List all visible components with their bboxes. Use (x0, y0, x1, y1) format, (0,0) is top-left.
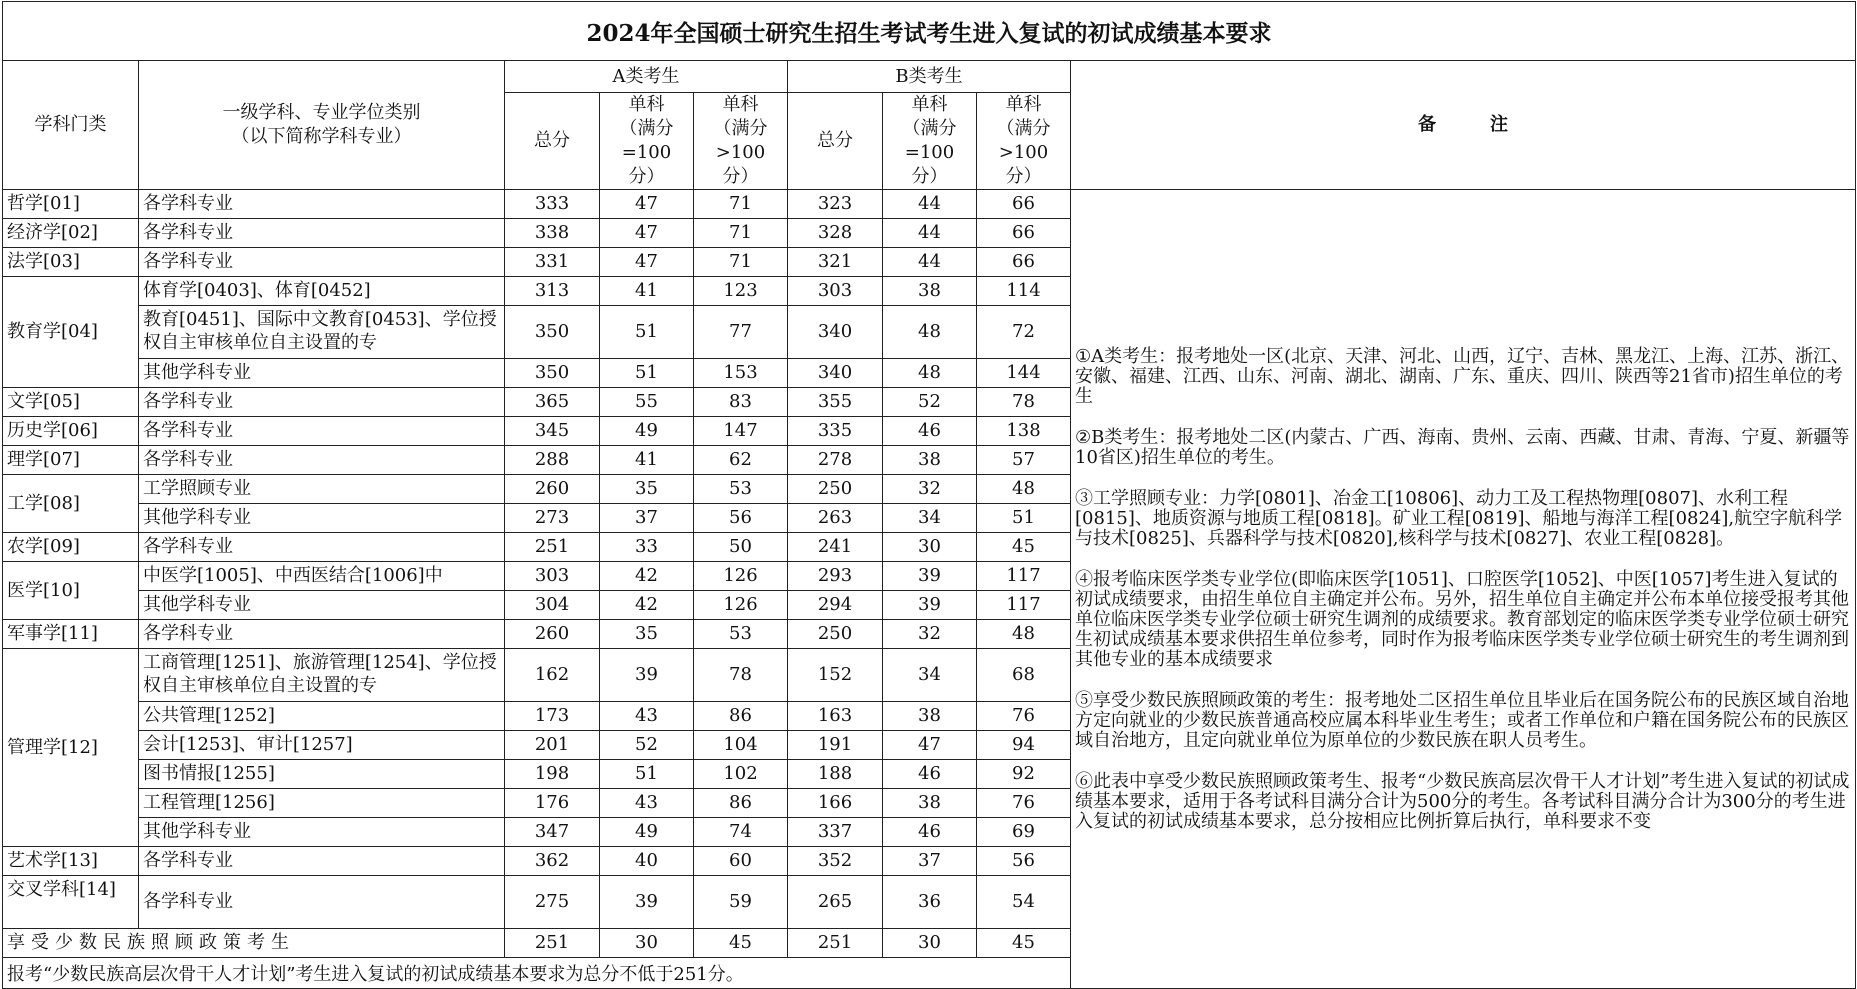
category-cell: 文学[05] (3, 388, 139, 417)
a-total-cell: 345 (505, 417, 600, 446)
a-total-cell: 273 (505, 504, 600, 533)
a-single-100-cell: 47 (600, 219, 694, 248)
a-single-100-cell: 41 (600, 277, 694, 306)
category-cell: 历史学[06] (3, 417, 139, 446)
b-single-100-cell: 47 (883, 731, 977, 760)
b-single-gt100-cell: 66 (977, 219, 1071, 248)
b-single-gt100-cell: 51 (977, 504, 1071, 533)
a-single-100-cell: 52 (600, 731, 694, 760)
b-total-cell: 263 (788, 504, 883, 533)
discipline-cell: 各学科专业 (139, 219, 505, 248)
b-single-gt100-cell: 66 (977, 248, 1071, 277)
note-3: ③工学照顾专业：力学[0801]、冶金工[10806]、动力工及工程热物理[0807]、水利工程[0815]、地质资源与地质工程[0818]。矿业工程[0819]、船地与海洋工程[0824],航空字航科学与技术[0825]、兵器科学与技术[0820],核科学与技术[0827]、农业工程[0828]。 (1075, 487, 1843, 549)
b-total-cell: 323 (788, 190, 883, 219)
b-single-100-cell: 46 (883, 760, 977, 789)
a-single-gt100-cell: 83 (694, 388, 788, 417)
b-total-cell: 163 (788, 702, 883, 731)
discipline-cell: 其他学科专业 (139, 818, 505, 847)
discipline-cell: 各学科专业 (139, 446, 505, 475)
a-single-gt100-cell: 78 (694, 649, 788, 702)
a-single-gt100-cell: 104 (694, 731, 788, 760)
b-single-100-cell: 48 (883, 306, 977, 359)
note-5: ⑤享受少数民族照顾政策的考生：报考地处二区招生单位且毕业后在国务院公布的民族区域自治地方定向就业的少数民族普通高校应属本科毕业生考生；或者工作单位和户籍在国务院公布的民族区域自治地方，且定向就业单位为原单位的少数民族在职人员考生。 (1075, 689, 1849, 751)
b-single-100-cell: 38 (883, 277, 977, 306)
b-single-100-cell: 32 (883, 475, 977, 504)
b-single-gt100-cell: 48 (977, 475, 1071, 504)
a-total-cell: 333 (505, 190, 600, 219)
a-total-cell: 365 (505, 388, 600, 417)
minority-policy-label: 享受少数民族照顾政策考生 (3, 929, 505, 958)
a-single-100-cell: 43 (600, 702, 694, 731)
category-cell: 艺术学[13] (3, 847, 139, 876)
a-single-100-cell: 47 (600, 190, 694, 219)
a-single-gt100-cell: 102 (694, 760, 788, 789)
b-total-cell: 250 (788, 620, 883, 649)
a-single-100-cell: 40 (600, 847, 694, 876)
b-single-gt100-cell: 56 (977, 847, 1071, 876)
a-single-gt100-cell: 77 (694, 306, 788, 359)
note-6: ⑥此表中享受少数民族照顾政策考生、报考“少数民族高层次骨干人才计划”考生进入复试的初试成绩基本要求，适用于各考试科目满分合计为500分的考生。各考试科目满分合计为300分的考生进入复试的初试成绩基本要求，总分按相应比例折算后执行，单科要求不变 (1075, 770, 1850, 832)
header-category: 学科门类 (3, 61, 139, 190)
a-single-100-cell: 51 (600, 306, 694, 359)
b-single-100-cell: 36 (883, 876, 977, 929)
category-cell: 农学[09] (3, 533, 139, 562)
a-total-cell: 313 (505, 277, 600, 306)
a-single-100-cell: 39 (600, 876, 694, 929)
b-total-cell: 321 (788, 248, 883, 277)
a-single-gt100-cell: 123 (694, 277, 788, 306)
b-single-100-cell: 48 (883, 359, 977, 388)
b-single-gt100-cell: 48 (977, 620, 1071, 649)
discipline-cell: 教育[0451]、国际中文教育[0453]、学位授权自主审核单位自主设置的专 (139, 306, 505, 359)
a-total-cell: 338 (505, 219, 600, 248)
a-single-100-cell: 51 (600, 760, 694, 789)
b-single-gt100-cell: 76 (977, 702, 1071, 731)
header-group-b: B类考生 (788, 61, 1071, 93)
b-single-100-cell: 30 (883, 533, 977, 562)
b-single-100-cell: 38 (883, 446, 977, 475)
category-cell: 医学[10] (3, 562, 139, 620)
discipline-cell: 各学科专业 (139, 847, 505, 876)
a-single-gt100-cell: 71 (694, 190, 788, 219)
a-single-gt100-cell: 86 (694, 702, 788, 731)
b-total-cell: 340 (788, 359, 883, 388)
a-total-cell: 304 (505, 591, 600, 620)
category-cell: 理学[07] (3, 446, 139, 475)
discipline-cell: 各学科专业 (139, 533, 505, 562)
b-single-100-cell: 37 (883, 847, 977, 876)
a-single-gt100-cell: 86 (694, 789, 788, 818)
b-single-100-cell: 34 (883, 649, 977, 702)
b-single-gt100-cell: 138 (977, 417, 1071, 446)
a-total-cell: 251 (505, 929, 600, 958)
discipline-cell: 其他学科专业 (139, 359, 505, 388)
b-single-gt100-cell: 117 (977, 562, 1071, 591)
b-single-gt100-cell: 68 (977, 649, 1071, 702)
a-total-cell: 362 (505, 847, 600, 876)
a-single-gt100-cell: 74 (694, 818, 788, 847)
discipline-cell: 其他学科专业 (139, 591, 505, 620)
a-single-100-cell: 42 (600, 562, 694, 591)
a-total-cell: 162 (505, 649, 600, 702)
a-single-gt100-cell: 153 (694, 359, 788, 388)
b-total-cell: 241 (788, 533, 883, 562)
a-total-cell: 331 (505, 248, 600, 277)
a-single-100-cell: 33 (600, 533, 694, 562)
b-total-cell: 355 (788, 388, 883, 417)
b-single-gt100-cell: 54 (977, 876, 1071, 929)
a-single-100-cell: 49 (600, 818, 694, 847)
b-total-cell: 337 (788, 818, 883, 847)
discipline-cell: 工商管理[1251]、旅游管理[1254]、学位授权自主审核单位自主设置的专 (139, 649, 505, 702)
a-total-cell: 198 (505, 760, 600, 789)
a-single-100-cell: 35 (600, 475, 694, 504)
b-single-gt100-cell: 76 (977, 789, 1071, 818)
discipline-cell: 各学科专业 (139, 620, 505, 649)
a-single-gt100-cell: 71 (694, 219, 788, 248)
header-b-single-100: 单科 （满分=100 分） (883, 93, 977, 190)
score-table (2, 1, 1856, 989)
discipline-cell: 其他学科专业 (139, 504, 505, 533)
discipline-cell: 会计[1253]、审计[1257] (139, 731, 505, 760)
header-remarks: 备 注 (1071, 61, 1856, 190)
discipline-cell: 工程管理[1256] (139, 789, 505, 818)
header-a-single-gt100: 单科 （满分>100 分） (694, 93, 788, 190)
b-single-gt100-cell: 69 (977, 818, 1071, 847)
b-total-cell: 278 (788, 446, 883, 475)
header-a-total: 总分 (505, 93, 600, 190)
a-total-cell: 350 (505, 359, 600, 388)
discipline-cell: 各学科专业 (139, 190, 505, 219)
a-total-cell: 347 (505, 818, 600, 847)
category-cell: 军事学[11] (3, 620, 139, 649)
table-row (3, 190, 1856, 219)
b-single-gt100-cell: 92 (977, 760, 1071, 789)
b-single-100-cell: 34 (883, 504, 977, 533)
discipline-cell: 体育学[0403]、体育[0452] (139, 277, 505, 306)
page-title: 2024年全国硕士研究生招生考试考生进入复试的初试成绩基本要求 (3, 2, 1856, 61)
a-total-cell: 303 (505, 562, 600, 591)
a-single-100-cell: 30 (600, 929, 694, 958)
a-single-100-cell: 42 (600, 591, 694, 620)
b-single-100-cell: 44 (883, 248, 977, 277)
a-single-100-cell: 41 (600, 446, 694, 475)
category-cell: 教育学[04] (3, 277, 139, 388)
b-single-100-cell: 52 (883, 388, 977, 417)
remarks-cell (1071, 190, 1856, 989)
b-single-100-cell: 46 (883, 818, 977, 847)
a-single-100-cell: 49 (600, 417, 694, 446)
header-discipline (139, 61, 505, 190)
b-single-gt100-cell: 66 (977, 190, 1071, 219)
a-single-gt100-cell: 71 (694, 248, 788, 277)
header-discipline-line2: （以下简称学科专业） (231, 126, 412, 147)
b-total-cell: 152 (788, 649, 883, 702)
a-single-100-cell: 37 (600, 504, 694, 533)
a-total-cell: 173 (505, 702, 600, 731)
b-total-cell: 166 (788, 789, 883, 818)
a-single-gt100-cell: 59 (694, 876, 788, 929)
a-total-cell: 350 (505, 306, 600, 359)
discipline-cell: 各学科专业 (139, 248, 505, 277)
b-total-cell: 293 (788, 562, 883, 591)
b-single-100-cell: 38 (883, 789, 977, 818)
a-single-100-cell: 55 (600, 388, 694, 417)
a-single-gt100-cell: 56 (694, 504, 788, 533)
a-total-cell: 288 (505, 446, 600, 475)
b-total-cell: 191 (788, 731, 883, 760)
discipline-cell: 各学科专业 (139, 417, 505, 446)
b-total-cell: 335 (788, 417, 883, 446)
b-single-100-cell: 32 (883, 620, 977, 649)
b-single-100-cell: 30 (883, 929, 977, 958)
a-single-gt100-cell: 45 (694, 929, 788, 958)
b-single-gt100-cell: 94 (977, 731, 1071, 760)
b-single-gt100-cell: 114 (977, 277, 1071, 306)
discipline-cell: 公共管理[1252] (139, 702, 505, 731)
b-single-gt100-cell: 72 (977, 306, 1071, 359)
discipline-cell: 工学照顾专业 (139, 475, 505, 504)
a-total-cell: 251 (505, 533, 600, 562)
b-single-100-cell: 38 (883, 702, 977, 731)
discipline-cell: 各学科专业 (139, 876, 505, 929)
a-single-gt100-cell: 50 (694, 533, 788, 562)
b-total-cell: 265 (788, 876, 883, 929)
a-single-gt100-cell: 62 (694, 446, 788, 475)
discipline-cell: 中医学[1005]、中西医结合[1006]中 (139, 562, 505, 591)
a-single-100-cell: 39 (600, 649, 694, 702)
b-single-100-cell: 46 (883, 417, 977, 446)
category-cell: 经济学[02] (3, 219, 139, 248)
a-single-100-cell: 43 (600, 789, 694, 818)
header-b-single-gt100: 单科 （满分>100 分） (977, 93, 1071, 190)
discipline-cell: 各学科专业 (139, 388, 505, 417)
footer-note: 报考“少数民族高层次骨干人才计划”考生进入复试的初试成绩基本要求为总分不低于251分。 (3, 958, 1071, 989)
note-2: ②B类考生：报考地处二区(内蒙古、广西、海南、贵州、云南、西藏、甘肃、青海、宁夏、新疆等10省区)招生单位的考生。 (1075, 426, 1850, 468)
category-cell: 管理学[12] (3, 649, 139, 847)
b-single-gt100-cell: 144 (977, 359, 1071, 388)
b-total-cell: 352 (788, 847, 883, 876)
note-4: ④报考临床医学类专业学位(即临床医学[1051]、口腔医学[1052]、中医[1057]考生进入复试的初试成绩要求，由招生单位自主确定并公布。另外，招生单位自主确定并公布本单位接受报考其他单位临床医学类专业学位硕士研究生调剂的成绩要求。教育部划定的临床医学类专业学位硕士研究生初试成绩基本要求供招生单位参考，同时作为报考临床医学类专业学位硕士研究生的考生调剂到其他专业的基本成绩要求 (1075, 568, 1849, 670)
b-single-100-cell: 44 (883, 190, 977, 219)
a-single-gt100-cell: 60 (694, 847, 788, 876)
b-total-cell: 328 (788, 219, 883, 248)
header-a-single-100: 单科 （满分=100 分） (600, 93, 694, 190)
b-total-cell: 303 (788, 277, 883, 306)
score-table-container (2, 1, 1855, 989)
b-single-gt100-cell: 57 (977, 446, 1071, 475)
a-single-gt100-cell: 126 (694, 562, 788, 591)
a-single-100-cell: 51 (600, 359, 694, 388)
b-total-cell: 340 (788, 306, 883, 359)
a-total-cell: 260 (505, 475, 600, 504)
b-total-cell: 188 (788, 760, 883, 789)
a-total-cell: 201 (505, 731, 600, 760)
a-single-100-cell: 47 (600, 248, 694, 277)
note-1: ①A类考生：报考地处一区(北京、天津、河北、山西，辽宁、吉林、黑龙江、上海、江苏、浙江、安徽、福建、江西、山东、河南、湖北、湖南、广东、重庆、四川、陕西等21省市)招生单位的考生 (1075, 345, 1850, 407)
a-total-cell: 275 (505, 876, 600, 929)
a-single-gt100-cell: 53 (694, 475, 788, 504)
b-single-gt100-cell: 45 (977, 929, 1071, 958)
b-single-gt100-cell: 78 (977, 388, 1071, 417)
b-single-100-cell: 39 (883, 562, 977, 591)
category-cell: 交叉学科[14] (3, 876, 139, 929)
a-single-gt100-cell: 147 (694, 417, 788, 446)
a-single-gt100-cell: 53 (694, 620, 788, 649)
header-b-total: 总分 (788, 93, 883, 190)
a-single-100-cell: 35 (600, 620, 694, 649)
b-total-cell: 251 (788, 929, 883, 958)
category-cell: 法学[03] (3, 248, 139, 277)
a-total-cell: 260 (505, 620, 600, 649)
discipline-cell: 图书情报[1255] (139, 760, 505, 789)
b-total-cell: 294 (788, 591, 883, 620)
b-single-100-cell: 44 (883, 219, 977, 248)
b-total-cell: 250 (788, 475, 883, 504)
b-single-gt100-cell: 45 (977, 533, 1071, 562)
a-single-gt100-cell: 126 (694, 591, 788, 620)
b-single-100-cell: 39 (883, 591, 977, 620)
category-cell: 工学[08] (3, 475, 139, 533)
b-single-gt100-cell: 117 (977, 591, 1071, 620)
a-total-cell: 176 (505, 789, 600, 818)
header-group-a: A类考生 (505, 61, 788, 93)
header-discipline-line1: 一级学科、专业学位类别 (222, 102, 421, 123)
category-cell: 哲学[01] (3, 190, 139, 219)
